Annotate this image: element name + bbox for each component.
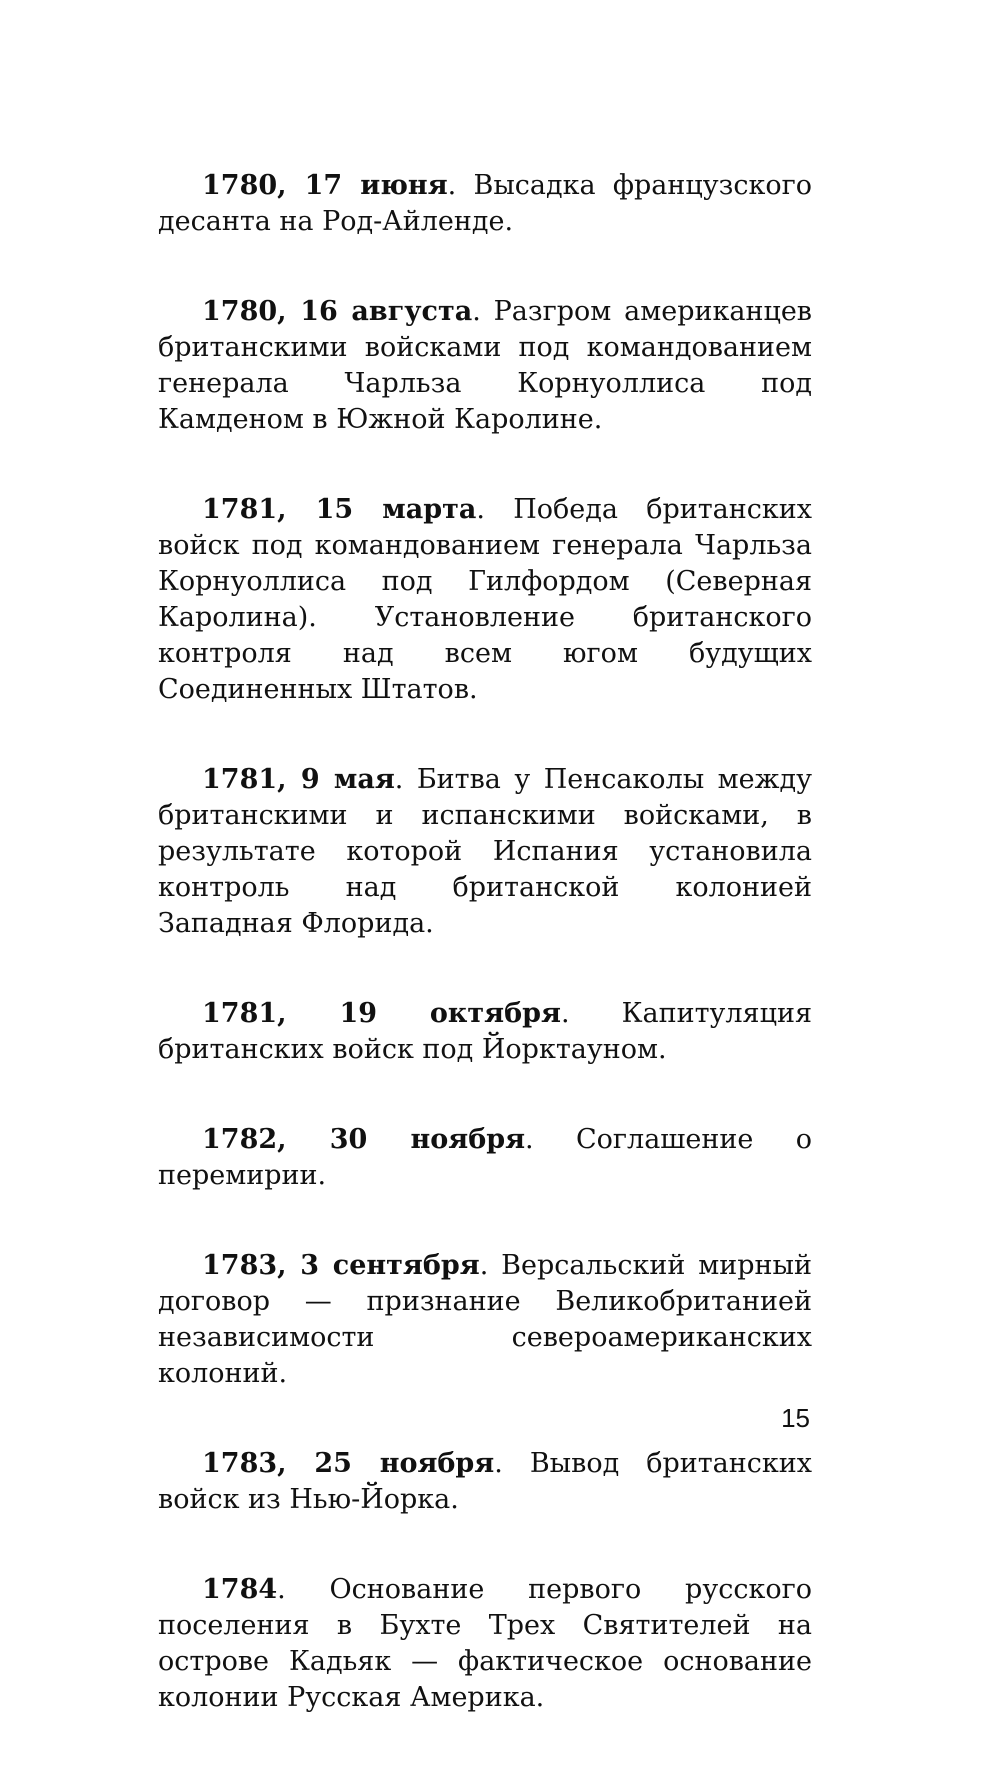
chronology-entry bbox=[158, 996, 812, 1068]
entry-date: 1781, 9 мая bbox=[202, 764, 395, 795]
chronology-entry bbox=[158, 492, 812, 708]
chronology-text bbox=[158, 168, 812, 1770]
chronology-entry bbox=[158, 1446, 812, 1518]
entry-date: 1780, 16 августа bbox=[202, 296, 473, 327]
entry-text: . Основание первого русского поселения в Бухте Трех Святителей на острове Кадьяк — фактическое основание колонии Русская Америка. bbox=[158, 1574, 812, 1713]
entry-text: . Капитуляция британских войск под Йорктауном. bbox=[158, 998, 812, 1065]
entry-date: 1780, 17 июня bbox=[202, 170, 448, 201]
chronology-entry bbox=[158, 1572, 812, 1716]
entry-text: . Версальский мирный договор — признание Великобританией независимости североамериканских колоний. bbox=[158, 1250, 813, 1389]
entry-text: . Битва у Пенсаколы между британскими и испанскими войсками, в результате которой Испания установила контроль над британской колонией Западная Флорида. bbox=[158, 764, 812, 939]
chronology-entry bbox=[158, 294, 812, 438]
entry-date: 1783, 3 сентября bbox=[202, 1250, 480, 1281]
entry-text: . Высадка французского десанта на Род-Айленде. bbox=[158, 170, 812, 237]
entry-date: 1781, 19 октября bbox=[202, 998, 561, 1029]
chronology-entry bbox=[158, 1122, 812, 1194]
entry-date: 1782, 30 ноября bbox=[202, 1124, 526, 1155]
entry-text: . Вывод британских войск из Нью-Йорка. bbox=[158, 1448, 812, 1515]
entry-date: 1781, 15 марта bbox=[202, 494, 477, 525]
entry-date: 1784 bbox=[202, 1574, 278, 1605]
chronology-entry bbox=[158, 762, 812, 942]
chronology-entry bbox=[158, 168, 812, 240]
entry-date: 1783, 25 ноября bbox=[202, 1448, 495, 1479]
entry-text: . Победа британских войск под командованием генерала Чарльза Корнуоллиса под Гилфордом (Северная Каролина). Установление британского контроля над всем югом будущих Соединенных Штатов. bbox=[158, 494, 812, 705]
entry-text: . Разгром американцев британскими войсками под командованием генерала Чарльза Корнуоллиса под Камденом в Южной Каролине. bbox=[158, 296, 812, 435]
page-number: 15 bbox=[781, 1403, 810, 1433]
chronology-entry bbox=[158, 1248, 812, 1392]
entry-text: . Соглашение о перемирии. bbox=[158, 1124, 812, 1191]
